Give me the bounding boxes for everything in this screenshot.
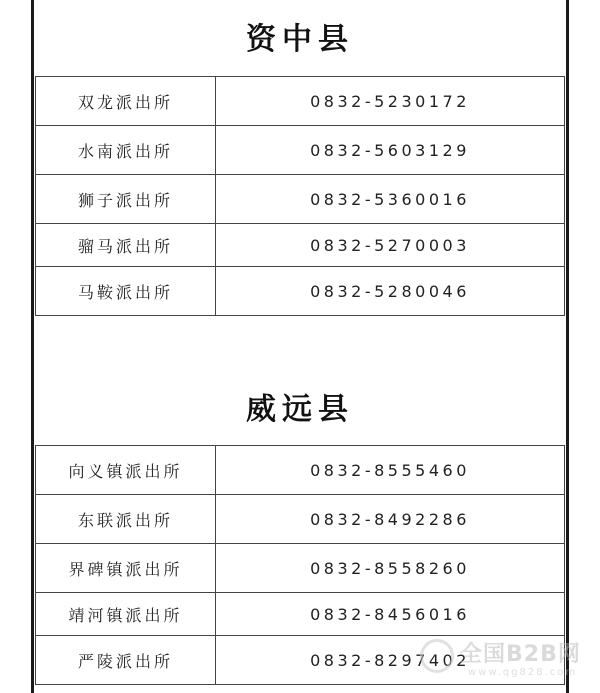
table-row	[36, 495, 565, 544]
station-name: 马鞍派出所	[36, 267, 216, 316]
table-row	[36, 175, 565, 224]
station-name: 界碑镇派出所	[36, 544, 216, 593]
table-row	[36, 126, 565, 175]
table-row	[36, 446, 565, 495]
county-title-zizhong: 资中县	[246, 22, 354, 57]
station-phone: 0832-8492286	[216, 495, 565, 544]
station-name: 东联派出所	[36, 495, 216, 544]
watermark-text: 全国B2B网	[460, 642, 581, 667]
station-phone: 0832-5280046	[216, 267, 565, 316]
watermark-logo	[420, 633, 592, 689]
table-row	[36, 593, 565, 636]
station-name: 水南派出所	[36, 126, 216, 175]
frame-right-line	[566, 0, 569, 693]
table-row	[36, 267, 565, 316]
station-phone: 0832-8297402	[216, 636, 565, 685]
table-row	[36, 544, 565, 593]
station-name: 向义镇派出所	[36, 446, 216, 495]
frame-left-line	[31, 0, 34, 693]
station-name: 严陵派出所	[36, 636, 216, 685]
station-phone: 0832-5360016	[216, 175, 565, 224]
station-name: 靖河镇派出所	[36, 593, 216, 636]
table-row	[36, 77, 565, 126]
table-row	[36, 224, 565, 267]
watermark-subtext: www.qg828.com	[468, 667, 578, 678]
station-name: 骝马派出所	[36, 224, 216, 267]
station-phone: 0832-5230172	[216, 77, 565, 126]
station-phone: 0832-8555460	[216, 446, 565, 495]
station-phone: 0832-8456016	[216, 593, 565, 636]
station-phone: 0832-8558260	[216, 544, 565, 593]
station-name: 双龙派出所	[36, 77, 216, 126]
globe-icon	[420, 639, 454, 673]
station-table-zizhong	[35, 76, 565, 316]
station-phone: 0832-5270003	[216, 224, 565, 267]
county-title-weiyuan: 威远县	[246, 392, 354, 427]
station-name: 狮子派出所	[36, 175, 216, 224]
station-phone: 0832-5603129	[216, 126, 565, 175]
